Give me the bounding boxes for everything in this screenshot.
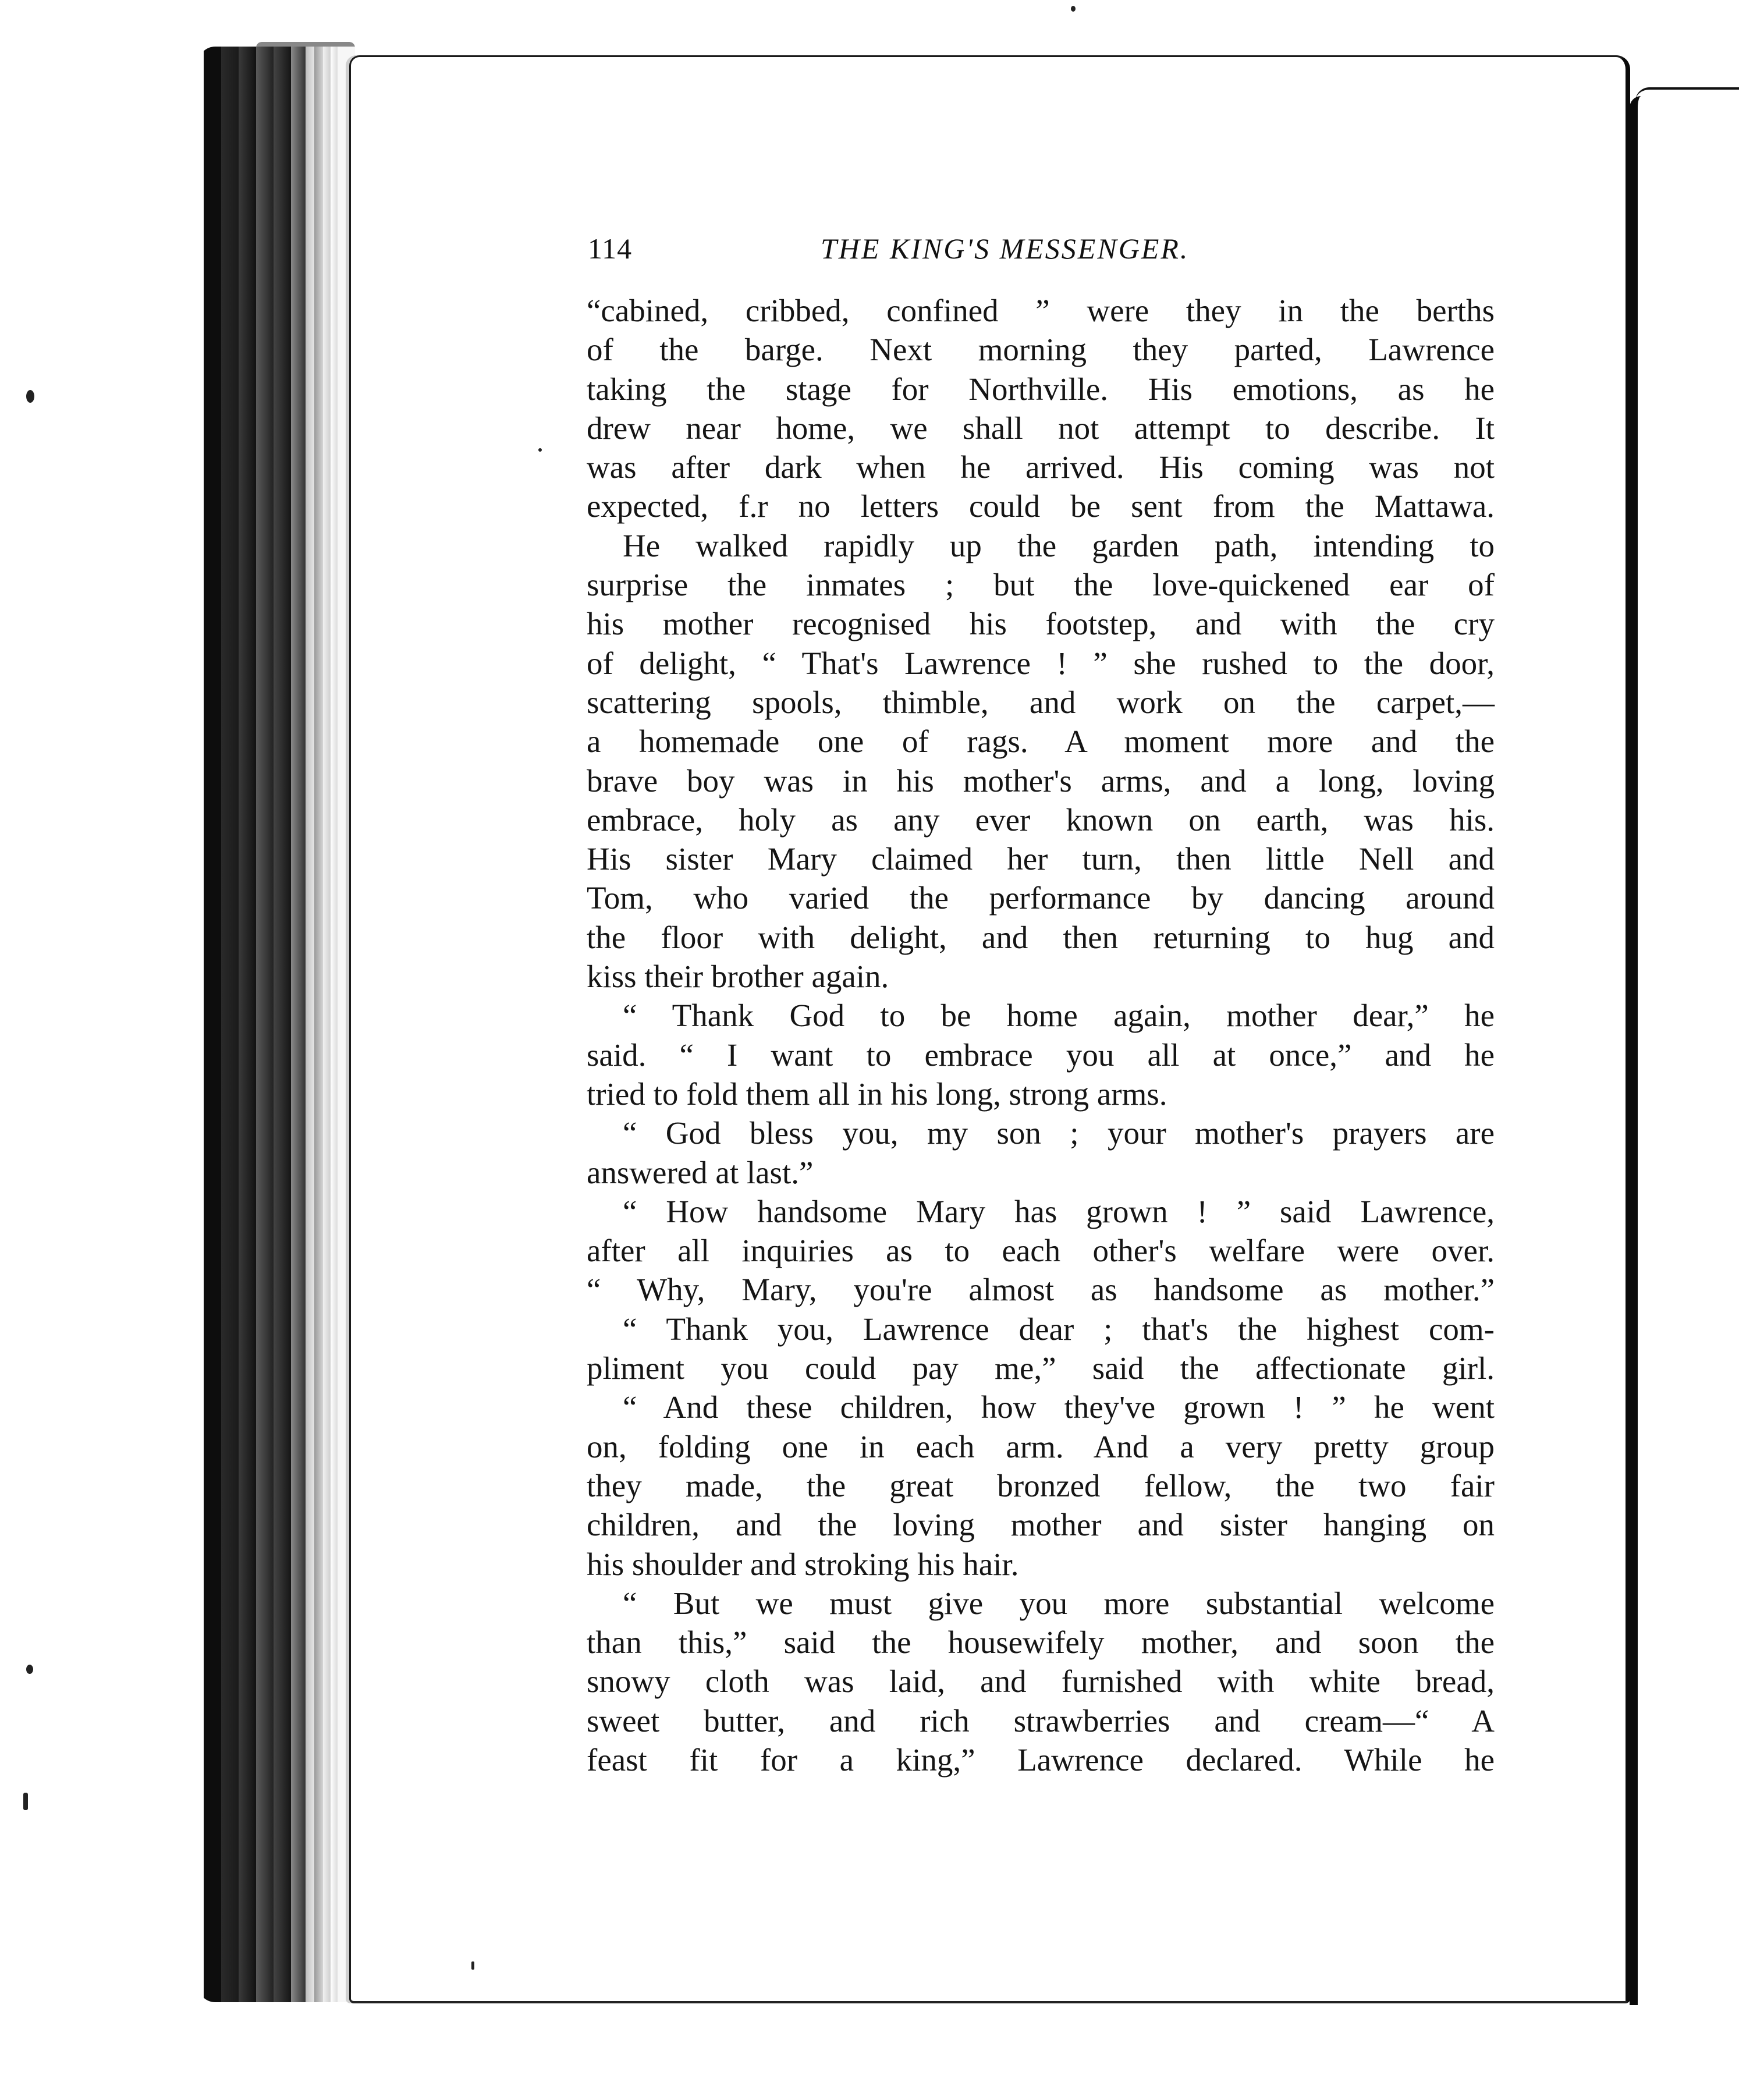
scan-speck — [23, 1793, 28, 1810]
scan-speck — [26, 1665, 33, 1674]
text-line: of the barge. Next morning they parted, Lawrence — [587, 332, 1495, 368]
scan-speck — [1071, 6, 1076, 12]
text-line: “ How handsome Mary has grown ! ” said Lawrence, — [623, 1193, 1495, 1229]
running-head — [588, 232, 1263, 278]
text-line: “ God bless you, my son ; your mother's prayers are — [623, 1115, 1495, 1151]
text-line: they made, the great bronzed fellow, the two fair — [587, 1467, 1495, 1503]
scan-speck — [26, 390, 34, 403]
text-line: his mother recognised his footstep, and with the cry — [587, 606, 1495, 642]
text-line: “ But we must give you more substantial welcome — [623, 1585, 1495, 1621]
next-page-sliver — [1630, 96, 1739, 2005]
text-line: was after dark when he arrived. His coming was not — [587, 449, 1495, 485]
text-line: His sister Mary claimed her turn, then little Nell and — [587, 841, 1495, 877]
text-line: his shoulder and stroking his hair. — [587, 1546, 1019, 1582]
text-line: feast fit for a king,” Lawrence declared. While he — [587, 1741, 1495, 1778]
text-line: after all inquiries as to each other's welfare were over. — [587, 1233, 1495, 1269]
text-line: said. “ I want to embrace you all at once,” and he — [587, 1037, 1495, 1073]
text-line: “cabined, cribbed, confined ” were they in the berths — [587, 293, 1495, 328]
text-line: “ And these children, how they've grown ! ” he went — [623, 1389, 1495, 1425]
text-line: drew near home, we shall not attempt to describe. It — [587, 410, 1495, 446]
page-edge-stack — [198, 47, 355, 2002]
body-text — [587, 291, 1495, 1779]
text-line: the floor with delight, and then returning to hug and — [587, 919, 1495, 955]
text-line: Tom, who varied the performance by dancing around — [587, 880, 1495, 916]
text-line: “ Thank you, Lawrence dear ; that's the highest com- — [623, 1311, 1495, 1347]
text-line: brave boy was in his mother's arms, and a long, loving — [587, 762, 1495, 799]
text-line: scattering spools, thimble, and work on the carpet,— — [587, 684, 1495, 720]
text-line: pliment you could pay me,” said the affectionate girl. — [587, 1350, 1495, 1386]
text-line: kiss their brother again. — [587, 959, 889, 995]
text-line: embrace, holy as any ever known on earth, was his. — [587, 801, 1495, 838]
text-line: snowy cloth was laid, and furnished with white bread, — [587, 1663, 1495, 1700]
text-line: of delight, “ That's Lawrence ! ” she rushed to the door, — [587, 645, 1495, 681]
text-line: “ Thank God to be home again, mother dear,” he — [623, 998, 1495, 1034]
scan-speck — [471, 1961, 474, 1970]
text-line: taking the stage for Northville. His emotions, as he — [587, 371, 1495, 407]
text-line: than this,” said the housewifely mother, and soon the — [587, 1624, 1495, 1661]
page-number: 114 — [588, 232, 633, 265]
text-line: answered at last.” — [587, 1154, 814, 1190]
text-line: surprise the inmates ; but the love-quickened ear of — [587, 567, 1495, 603]
text-line: “ Why, Mary, you're almost as handsome as mother.” — [587, 1272, 1495, 1308]
text-line: He walked rapidly up the garden path, intending to — [623, 527, 1495, 563]
text-line: expected, f.r no letters could be sent from the Mattawa. — [587, 488, 1495, 524]
text-line: tried to fold them all in his long, strong arms. — [587, 1076, 1167, 1112]
text-line: on, folding one in each arm. And a very pretty group — [587, 1428, 1495, 1464]
scan-speck — [538, 448, 542, 452]
running-title: THE KING'S MESSENGER. — [821, 232, 1190, 265]
text-line: sweet butter, and rich strawberries and cream—“ A — [587, 1702, 1495, 1739]
text-line: children, and the loving mother and sister hanging on — [587, 1507, 1495, 1543]
text-line: a homemade one of rags. A moment more and the — [587, 723, 1495, 760]
